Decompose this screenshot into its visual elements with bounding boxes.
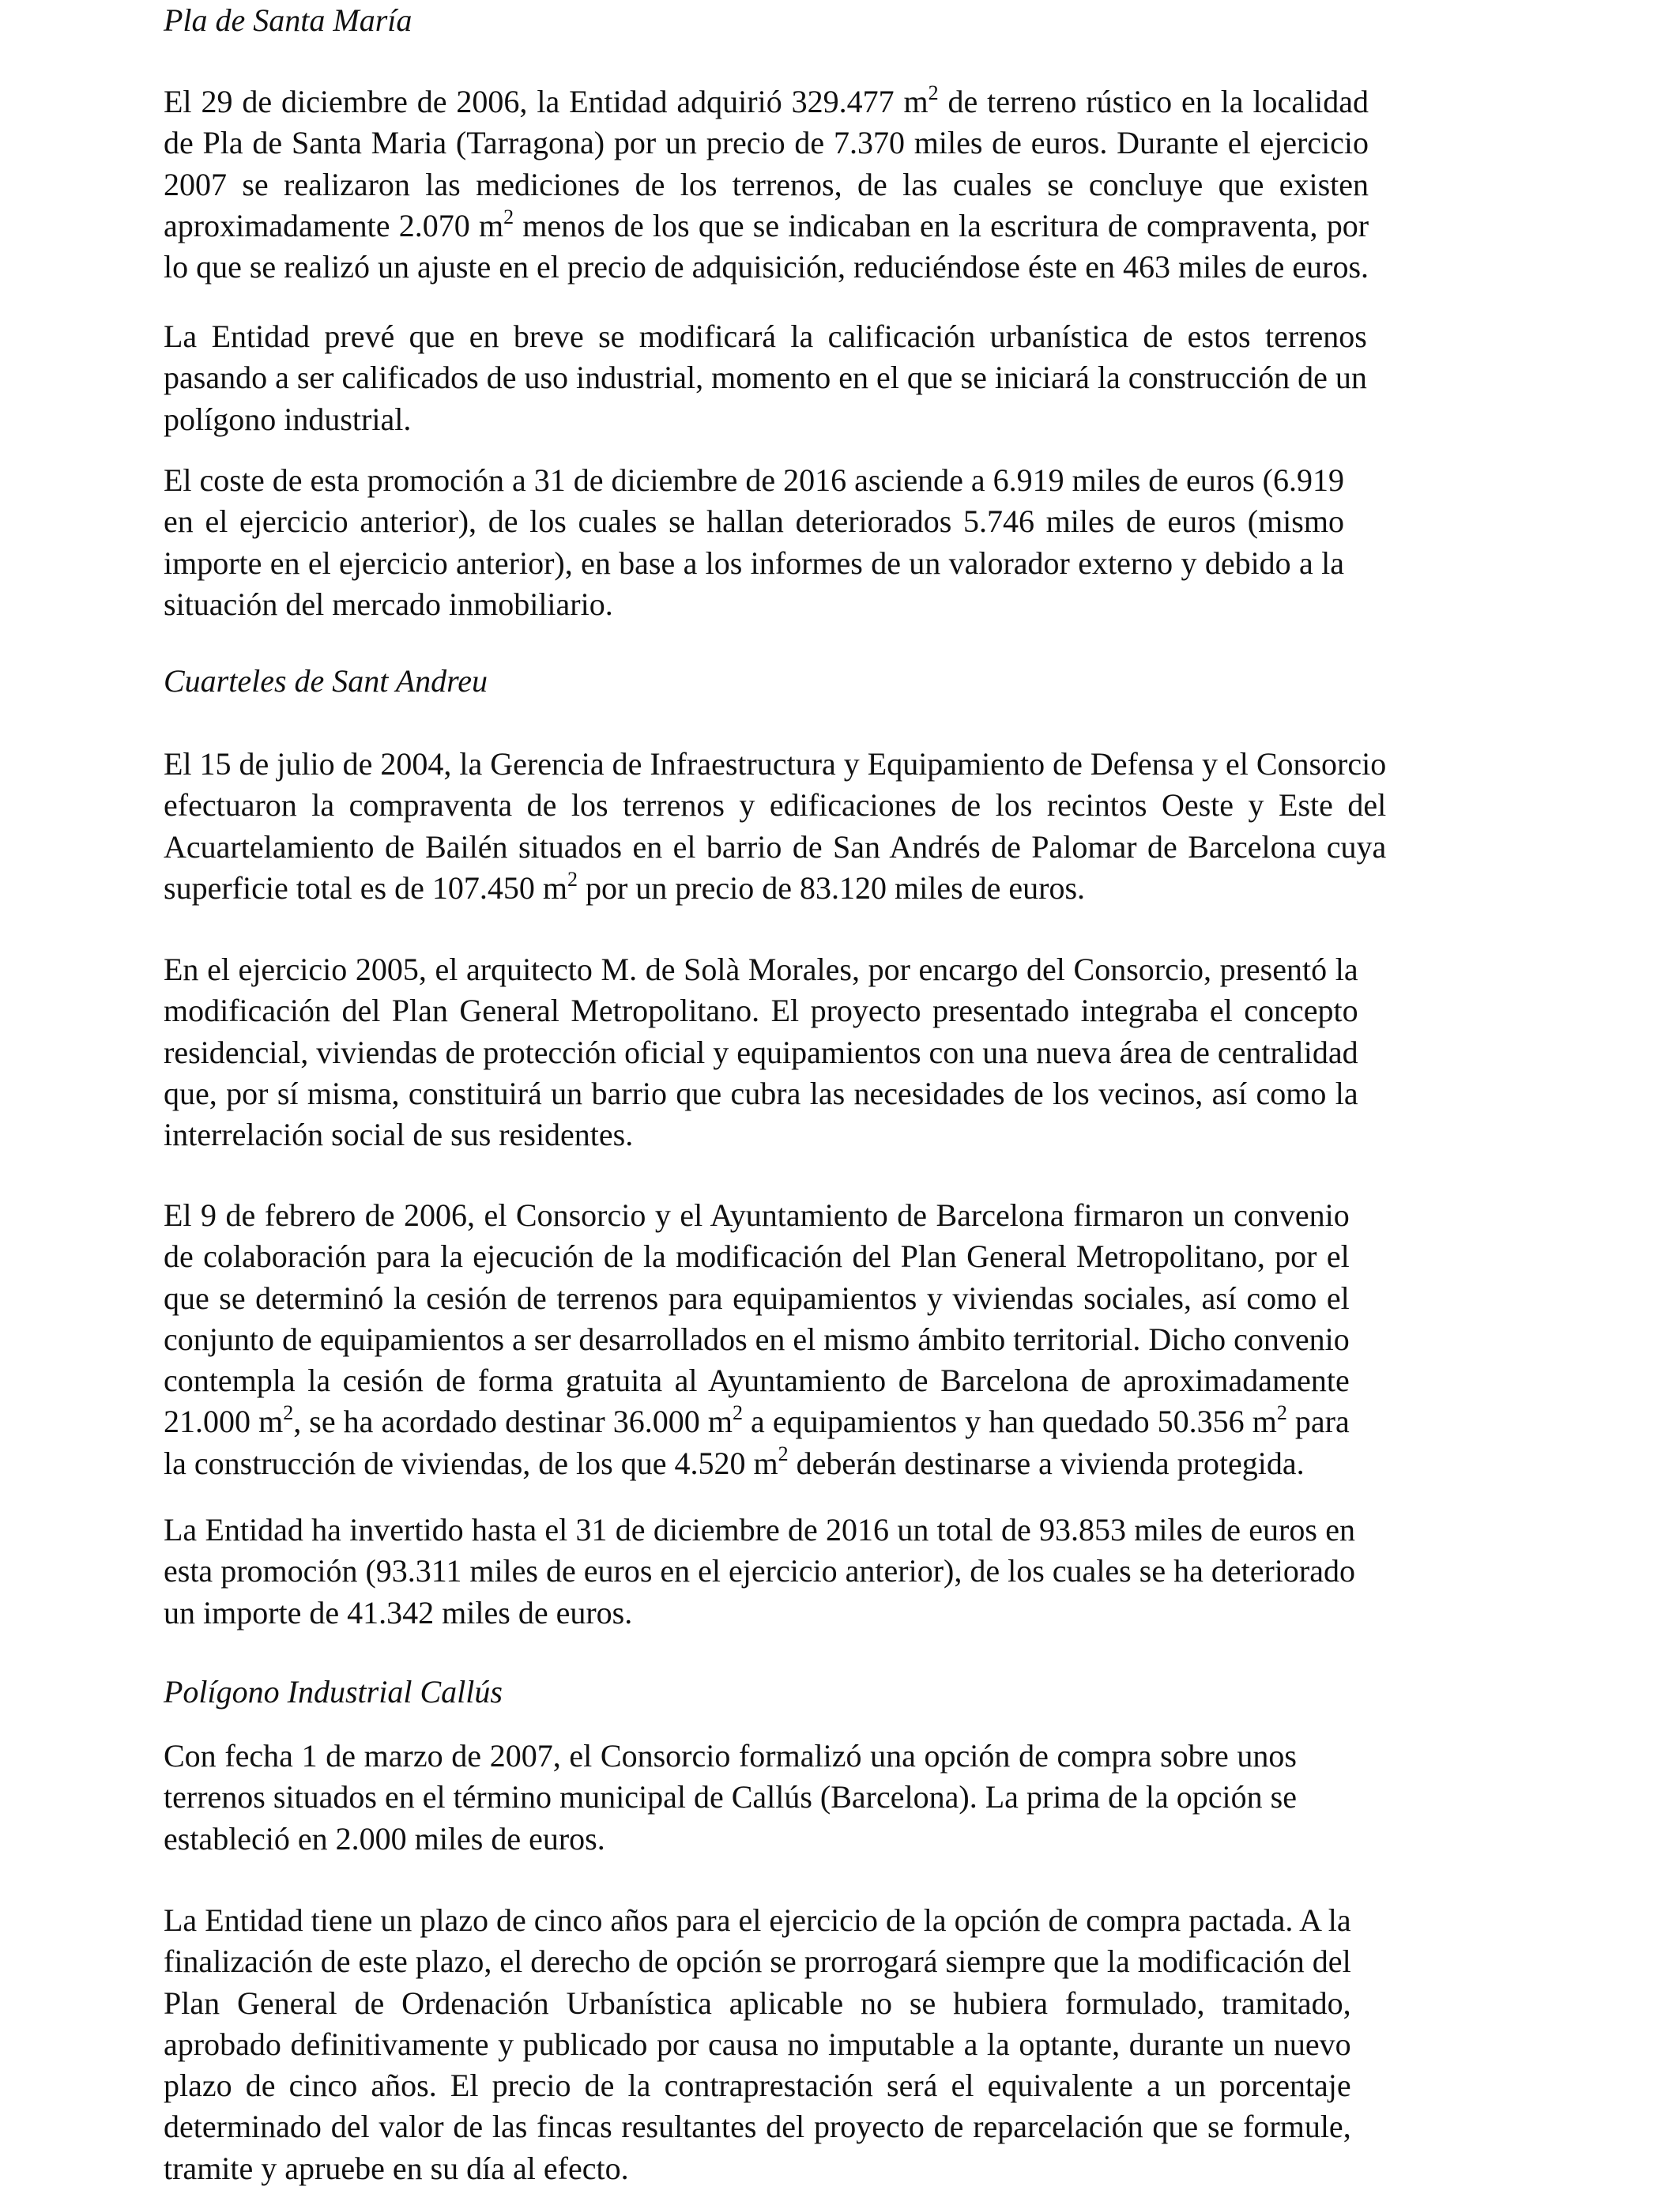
text-run: La Entidad ha invertido hasta el 31 de diciembre de 2016 un total de 93.853 miles de euros en [164, 1512, 1355, 1547]
text-line [164, 949, 1358, 990]
text-line [164, 1073, 1358, 1114]
text-run: Plan General de Ordenación Urbanística aplicable no se hubiera formulado, tramitado, [164, 1985, 1351, 2021]
text-run: Con fecha 1 de marzo de 2007, el Consorcio formalizó una opción de compra sobre unos [164, 1738, 1297, 1774]
text-run: conjunto de equipamientos a ser desarrollados en el mismo ámbito territorial. Dicho convenio [164, 1321, 1350, 1357]
superscript: 2 [283, 1401, 294, 1425]
text-line [164, 2065, 1351, 2106]
text-run: estableció en 2.000 miles de euros. [164, 1820, 605, 1857]
text-line [164, 1360, 1350, 1401]
text-run: residencial, viviendas de protección oficial y equipamientos con una nueva área de centralidad [164, 1034, 1358, 1070]
text-run: superficie total es de 107.450 m [164, 869, 567, 906]
text-line [164, 1401, 1350, 1442]
text-run: modificación del Plan General Metropolitano. El proyecto presentado integraba el concepto [164, 993, 1358, 1029]
superscript: 2 [567, 867, 578, 891]
text-line [164, 1900, 1351, 1941]
text-run: 2007 se realizaron las mediciones de los terrenos, de las cuales se concluye que existen [164, 166, 1369, 202]
text-run: El 15 de julio de 2004, la Gerencia de Infraestructura y Equipamiento de Defensa y el Consorcio [164, 746, 1387, 782]
text-run: un importe de 41.342 miles de euros. [164, 1594, 633, 1630]
paragraph [164, 81, 1369, 288]
text-line [164, 1236, 1350, 1277]
text-run: de Pla de Santa Maria (Tarragona) por un precio de 7.370 miles de euros. Durante el ejercicio [164, 125, 1369, 161]
text-run: que se determinó la cesión de terrenos para equipamientos y viviendas sociales, así como el [164, 1280, 1350, 1316]
text-line [164, 1551, 1355, 1592]
text-line [164, 990, 1358, 1031]
text-line [164, 460, 1344, 501]
section-heading-pla-de-santa-maria: Pla de Santa María [164, 2, 412, 38]
text-run: efectuaron la compraventa de los terrenos y edificaciones de los recintos Oeste y Este del [164, 787, 1387, 824]
text-line [164, 1736, 1297, 1777]
text-run: de colaboración para la ejecución de la modificación del Plan General Metropolitano, por el [164, 1238, 1350, 1275]
text-run: la construcción de viviendas, de los que 4.520 m [164, 1445, 778, 1481]
text-line [164, 1195, 1350, 1236]
section-heading-cuarteles-de-sant-andreu: Cuarteles de Sant Andreu [164, 663, 488, 699]
text-run: plazo de cinco años. El precio de la contraprestación será el equivalente a un porcentaje [164, 2068, 1351, 2104]
text-run: Acuartelamiento de Bailén situados en el barrio de San Andrés de Palomar de Barcelona cuya [164, 828, 1387, 865]
superscript: 2 [778, 1442, 789, 1466]
text-line [164, 1777, 1297, 1818]
text-line [164, 1593, 1355, 1634]
text-run: determinado del valor de las fincas resultantes del proyecto de reparcelación que se formule, [164, 2109, 1351, 2145]
text-run: lo que se realizó un ajuste en el precio de adquisición, reduciéndose éste en 463 miles de euros. [164, 249, 1369, 285]
text-line [164, 785, 1386, 826]
paragraph [164, 1510, 1355, 1634]
text-run: 21.000 m [164, 1404, 284, 1440]
text-line [164, 205, 1369, 247]
text-line [164, 123, 1369, 164]
text-run: terrenos situados en el término municipal de Callús (Barcelona). La prima de la opción se [164, 1779, 1297, 1815]
text-line [164, 1941, 1351, 1982]
paragraph [164, 1195, 1350, 1484]
text-run: El 9 de febrero de 2006, el Consorcio y el Ayuntamiento de Barcelona firmaron un convenio [164, 1197, 1350, 1233]
paragraph [164, 744, 1386, 909]
text-line [164, 1819, 1297, 1860]
text-line [164, 1032, 1358, 1073]
text-run: contempla la cesión de forma gratuita al Ayuntamiento de Barcelona de aproximadamente [164, 1363, 1350, 1399]
text-run: El coste de esta promoción a 31 de diciembre de 2016 asciende a 6.919 miles de euros (6.919 [164, 462, 1344, 498]
text-line [164, 501, 1344, 542]
text-line [164, 868, 1386, 909]
text-run: deberán destinarse a vivienda protegida. [788, 1445, 1305, 1481]
text-line [164, 247, 1369, 288]
text-run: situación del mercado inmobiliario. [164, 586, 613, 622]
superscript: 2 [928, 81, 939, 104]
superscript: 2 [732, 1401, 743, 1425]
superscript: 2 [503, 205, 514, 228]
text-line [164, 2148, 1351, 2189]
text-line [164, 1319, 1350, 1360]
paragraph [164, 1736, 1297, 1860]
paragraph [164, 460, 1344, 625]
text-line [164, 399, 1367, 440]
text-run: de terreno rústico en la localidad [938, 84, 1369, 119]
paragraph [164, 1900, 1351, 2189]
text-line [164, 316, 1367, 357]
text-line [164, 357, 1367, 398]
paragraph [164, 949, 1358, 1155]
paragraph [164, 316, 1367, 440]
text-run: que, por sí misma, constituirá un barrio que cubra las necesidades de los vecinos, así como la [164, 1075, 1358, 1111]
text-line [164, 2106, 1351, 2147]
text-run: interrelación social de sus residentes. [164, 1117, 634, 1153]
text-line [164, 584, 1344, 625]
text-line [164, 827, 1386, 868]
text-line [164, 164, 1369, 205]
text-run: El 29 de diciembre de 2006, la Entidad adquirió 329.477 m [164, 84, 929, 119]
text-run: menos de los que se indicaban en la escritura de compraventa, por [514, 207, 1369, 243]
text-line [164, 1114, 1358, 1155]
text-run: aprobado definitivamente y publicado por causa no imputable a la optante, durante un nuevo [164, 2026, 1351, 2062]
text-line [164, 1278, 1350, 1319]
text-run: importe en el ejercicio anterior), en base a los informes de un valorador externo y debido a la [164, 545, 1344, 581]
text-run: polígono industrial. [164, 401, 412, 437]
text-run: en el ejercicio anterior), de los cuales se hallan deteriorados 5.746 miles de euros (mismo [164, 503, 1344, 540]
text-run: para [1286, 1404, 1350, 1440]
section-heading-poligono-industrial-callus: Polígono Industrial Callús [164, 1674, 503, 1710]
text-run: esta promoción (93.311 miles de euros en el ejercicio anterior), de los cuales se ha deteriorado [164, 1553, 1355, 1589]
text-run: finalización de este plazo, el derecho de opción se prorrogará siempre que la modificación del [164, 1943, 1351, 1980]
text-run: por un precio de 83.120 miles de euros. [577, 869, 1086, 906]
text-run: aproximadamente 2.070 m [164, 207, 504, 243]
text-run: La Entidad tiene un plazo de cinco años para el ejercicio de la opción de compra pactada. A la [164, 1902, 1351, 1938]
text-run: a equipamientos y han quedado 50.356 m [742, 1404, 1277, 1440]
text-line [164, 744, 1386, 785]
text-run: En el ejercicio 2005, el arquitecto M. de Solà Morales, por encargo del Consorcio, presentó la [164, 952, 1358, 987]
text-run: pasando a ser calificados de uso industrial, momento en el que se iniciará la construcción de un [164, 360, 1367, 396]
superscript: 2 [1276, 1401, 1287, 1425]
text-line [164, 1510, 1355, 1551]
text-line [164, 1983, 1351, 2024]
text-run: La Entidad prevé que en breve se modificará la calificación urbanística de estos terrenos [164, 319, 1367, 354]
text-line [164, 81, 1369, 123]
text-line [164, 543, 1344, 584]
text-line [164, 2024, 1351, 2065]
text-run: tramite y apruebe en su día al efecto. [164, 2150, 629, 2186]
text-run: , se ha acordado destinar 36.000 m [293, 1404, 733, 1440]
text-line [164, 1443, 1350, 1484]
